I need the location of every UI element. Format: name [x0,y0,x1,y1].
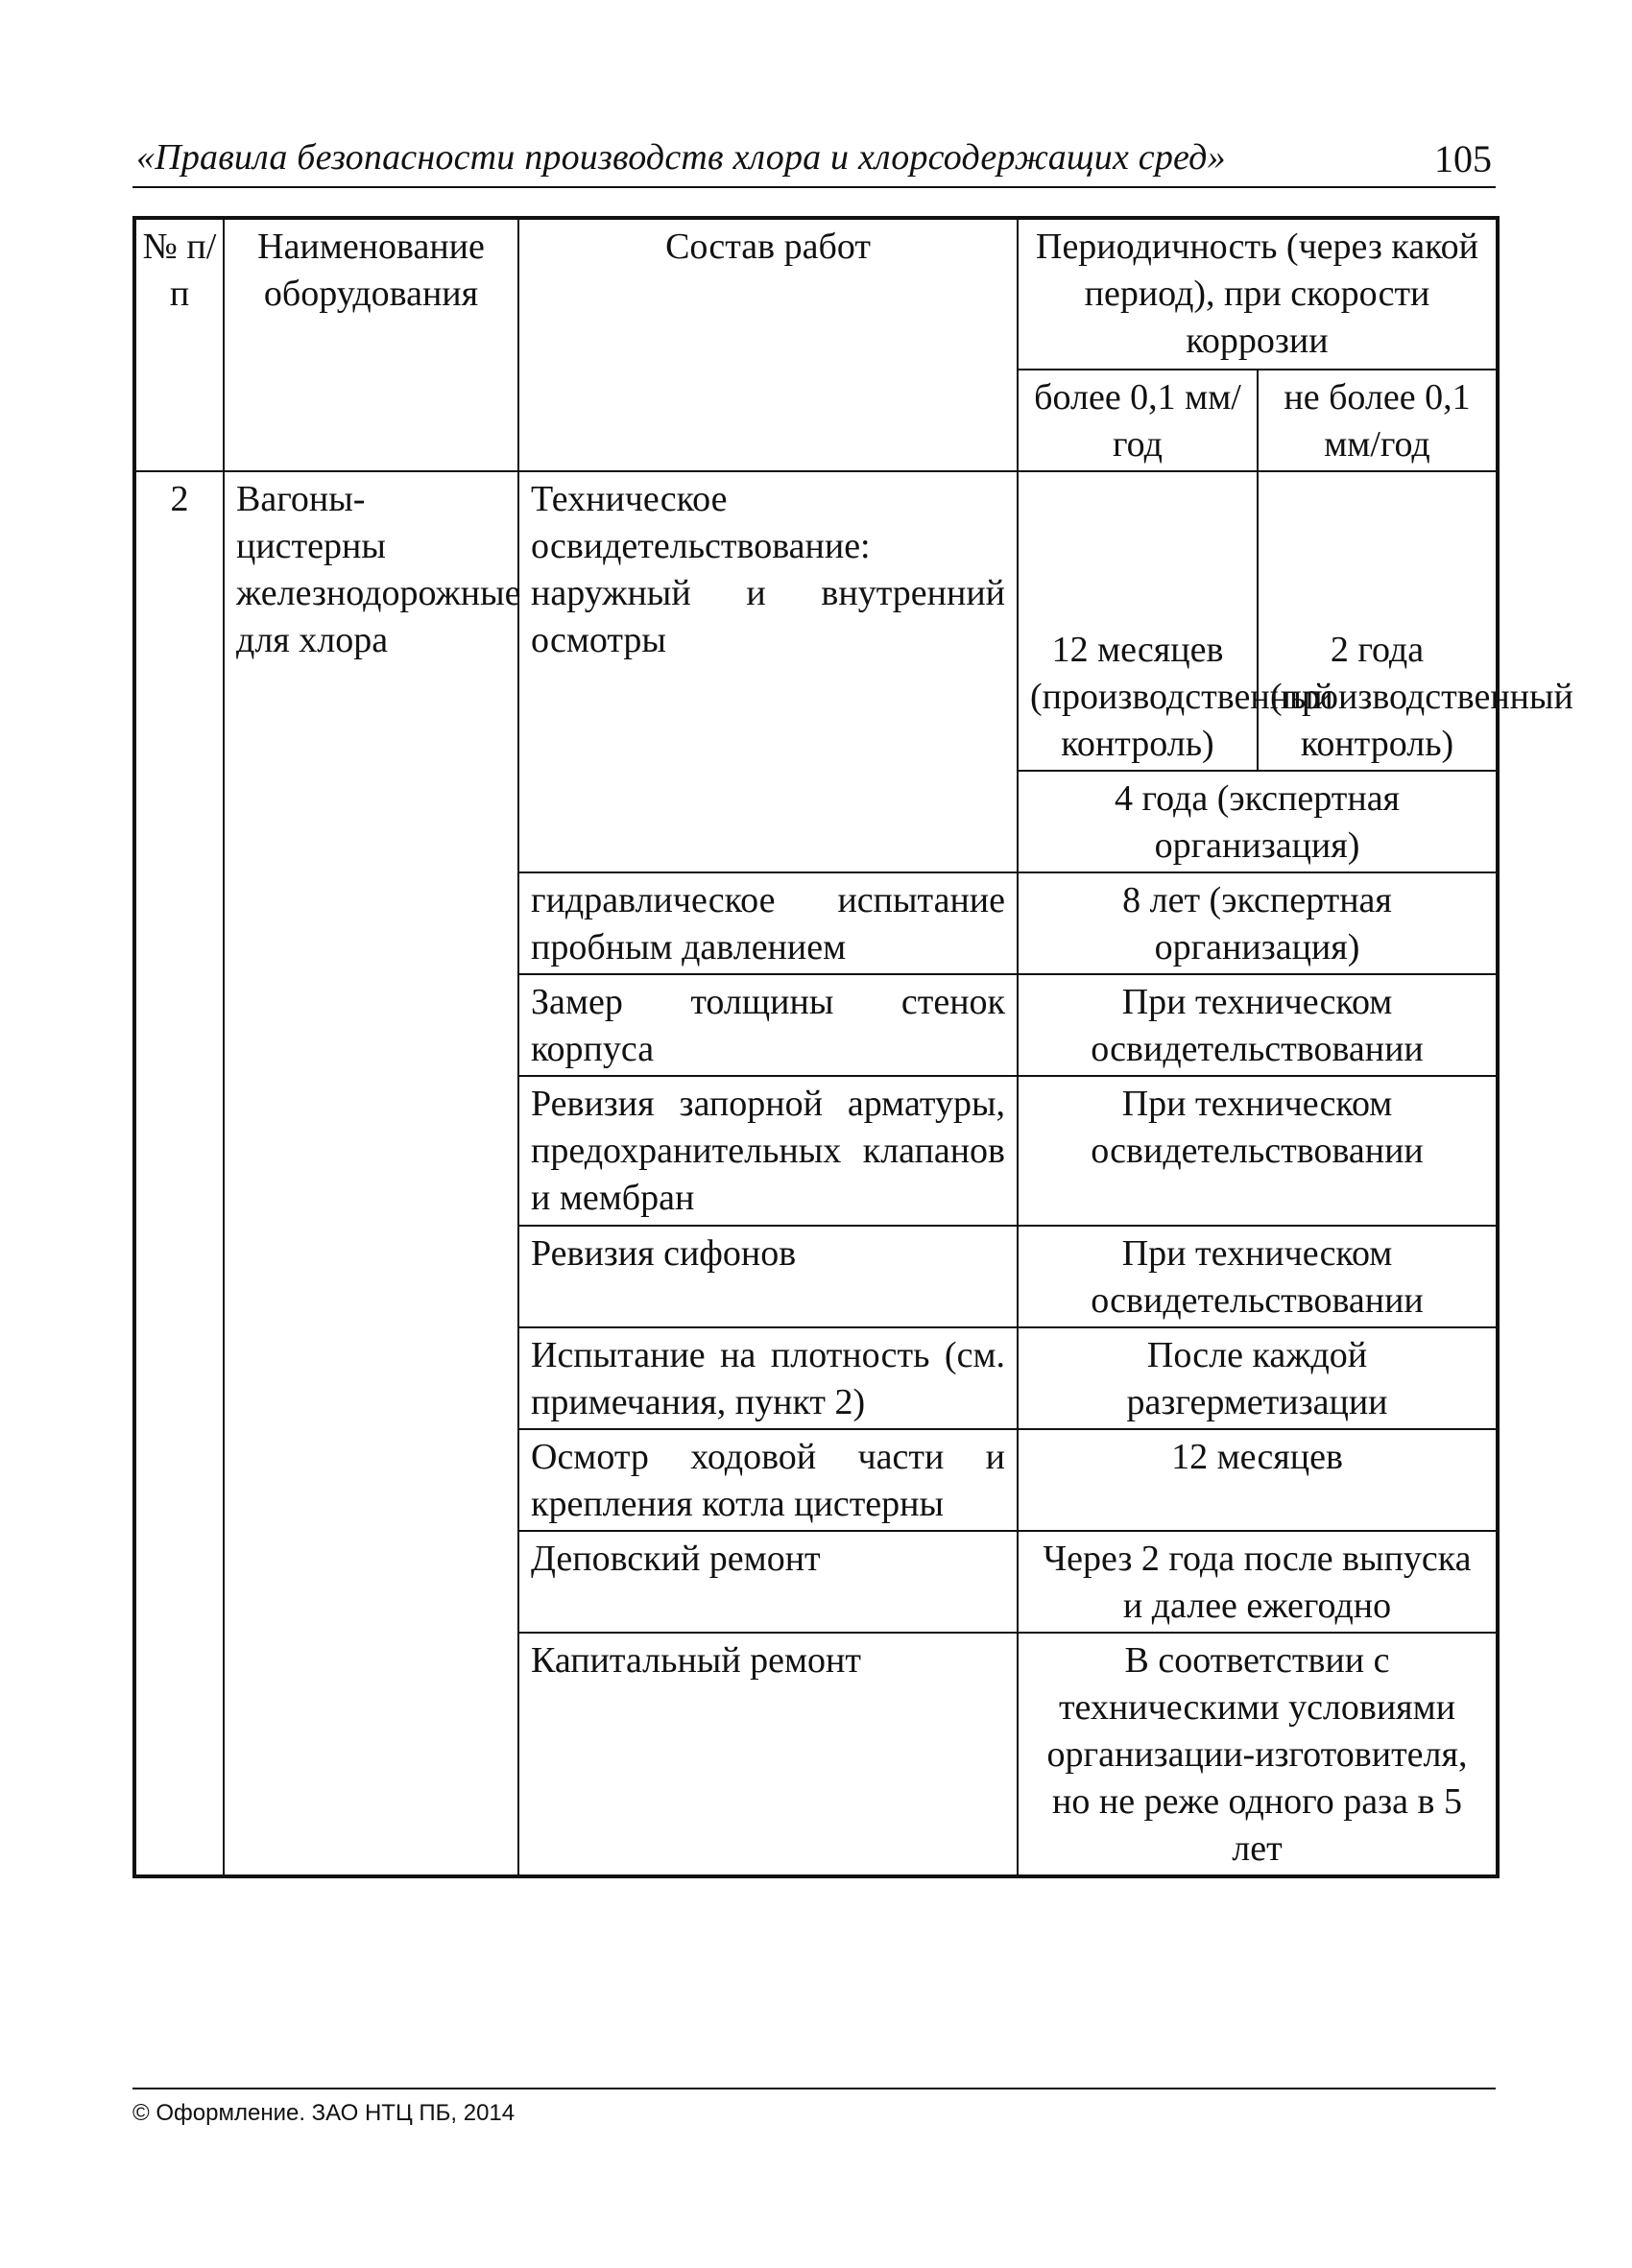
work-cell: Деповский ремонт [518,1531,1018,1633]
header-periodicity: Периодичность (через какой период), при скорости коррозии [1018,218,1498,370]
work-cell: Ревизия запорной арматуры, предохранительных клапанов и мембран [518,1076,1018,1226]
tech-exam-not-more-than: 2 года (производственный контроль) [1258,471,1498,771]
tech-exam-expert: 4 года (экспертная организация) [1018,771,1498,872]
tech-exam-work: наружный и внутренний осмотры [531,573,1005,660]
footer-copyright: © Оформление. ЗАО НТЦ ПБ, 2014 [132,2100,516,2126]
header-equipment: Наименование оборудования [224,218,518,471]
footer-divider [132,2088,1496,2089]
period-cell: В соответствии с техническими условиями организации-изготовителя, но не реже одного раза в 5 лет [1018,1633,1498,1876]
work-cell: Испытание на плотность (см. примечания, пункт 2) [518,1327,1018,1429]
work-cell: Ревизия сифонов [518,1226,1018,1327]
header-not-more-than: не более 0,1 мм/год [1258,370,1498,471]
period-cell: Через 2 года после выпуска и далее ежегодно [1018,1531,1498,1633]
header-work: Состав работ [518,218,1018,471]
running-header [132,132,1496,188]
inspection-schedule-table [132,216,1573,1878]
period-cell: После каждой разгерметизации [1018,1327,1498,1429]
table-header-row [134,218,1498,370]
period-cell: 12 месяцев [1018,1429,1498,1531]
period-cell: При техническом освидетельствовании [1018,1076,1498,1226]
row-number: 2 [134,471,224,1876]
row-equipment: Вагоны-цистерны железнодорожные для хлора [224,471,518,1876]
header-number: № п/п [134,218,224,471]
work-cell: Осмотр ходовой части и крепления котла цистерны [518,1429,1018,1531]
period-cell: 8 лет (экспертная организация) [1018,872,1498,974]
tech-exam-more-than: 12 месяцев (производственный контроль) [1018,471,1258,771]
period-cell: При техническом освидетельствовании [1018,974,1498,1076]
table-row [134,471,1498,771]
work-cell: гидравлическое испытание пробным давлением [518,872,1018,974]
tech-exam-title: Техническое освидетельствование: [531,479,871,566]
header-more-than: более 0,1 мм/год [1018,370,1258,471]
tech-exam-cell [518,471,1018,872]
period-cell: При техническом освидетельствовании [1018,1226,1498,1327]
work-cell: Замер толщины стенок корпуса [518,974,1018,1076]
running-title: «Правила безопасности производств хлора и хлорсодержащих сред» [136,137,1226,178]
work-cell: Капитальный ремонт [518,1633,1018,1876]
page-number: 105 [1434,137,1492,180]
